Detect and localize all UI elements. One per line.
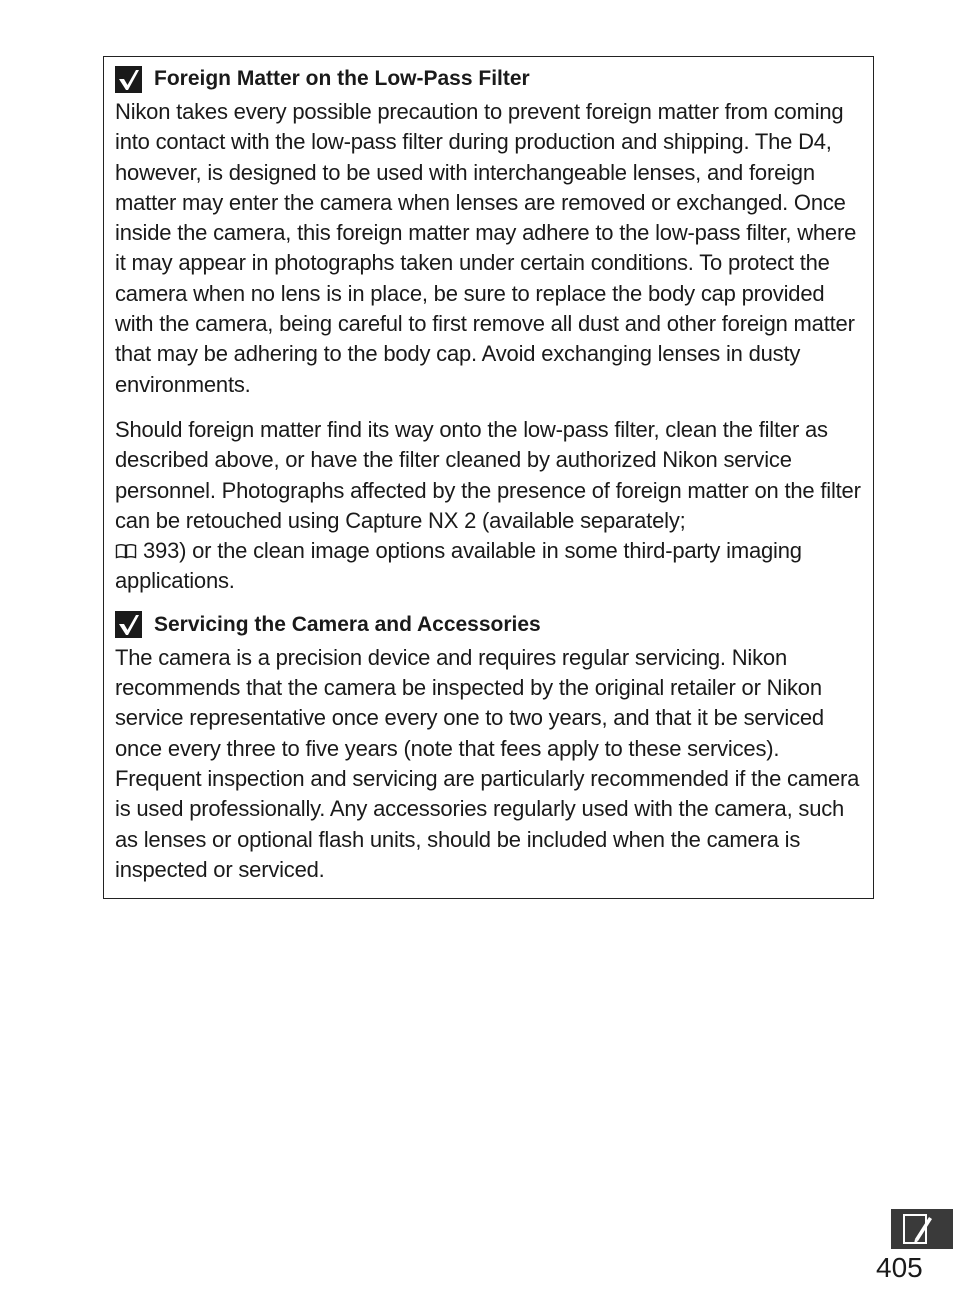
section-heading [115, 65, 861, 93]
book-reference-icon [115, 543, 137, 559]
paragraph-text: Should foreign matter find its way onto the low-pass filter, clean the filter as described above, or have the filter cleaned by authorized Nikon service personnel. Photographs affected by the presence of foreign matter on the filter can be retouched using Capture NX 2 (available separately; [115, 416, 861, 533]
check-note-icon [115, 66, 142, 93]
section-foreign-matter [115, 65, 861, 597]
technical-notes-tab-icon [891, 1209, 953, 1249]
section-title: Foreign Matter on the Low-Pass Filter [154, 67, 530, 90]
paragraph: The camera is a precision device and requires regular servicing. Nikon recommends that the camera be inspected by the original retailer or Nikon service representative once every one to two years, and that it be serviced once every three to five years (note that fees apply to these services). Frequent inspection and servicing are particularly recommended if the camera is used professionally. Any accessories regularly used with the camera, such as lenses or optional flash units, should be included when the camera is inspected or serviced. [115, 644, 860, 882]
note-box [103, 56, 874, 899]
section-title: Servicing the Camera and Accessories [154, 612, 541, 636]
section-heading [115, 611, 861, 639]
check-note-icon [115, 611, 142, 638]
page-number: 405 [876, 1252, 923, 1283]
section-servicing [115, 611, 861, 885]
paragraph: Nikon takes every possible precaution to prevent foreign matter from coming into contact with the low-pass filter during production and shipping. The D4, however, is designed to be used with interchangeable lenses, and foreign matter may enter the camera when lenses are removed or exchanged. Once inside the camera, this foreign matter may adhere to the low-pass filter, where it may appear in photographs taken under certain conditions. To protect the camera when no lens is in place, be sure to replace the body cap provided with the camera, being careful to first remove all dust and other foreign matter that may be adhering to the body cap. Avoid exchanging lenses in dusty environments. [115, 99, 857, 397]
paragraph-text: 393) or the clean image options available in some third-party imaging applications. [115, 538, 802, 594]
paragraph-with-reference [115, 415, 861, 597]
